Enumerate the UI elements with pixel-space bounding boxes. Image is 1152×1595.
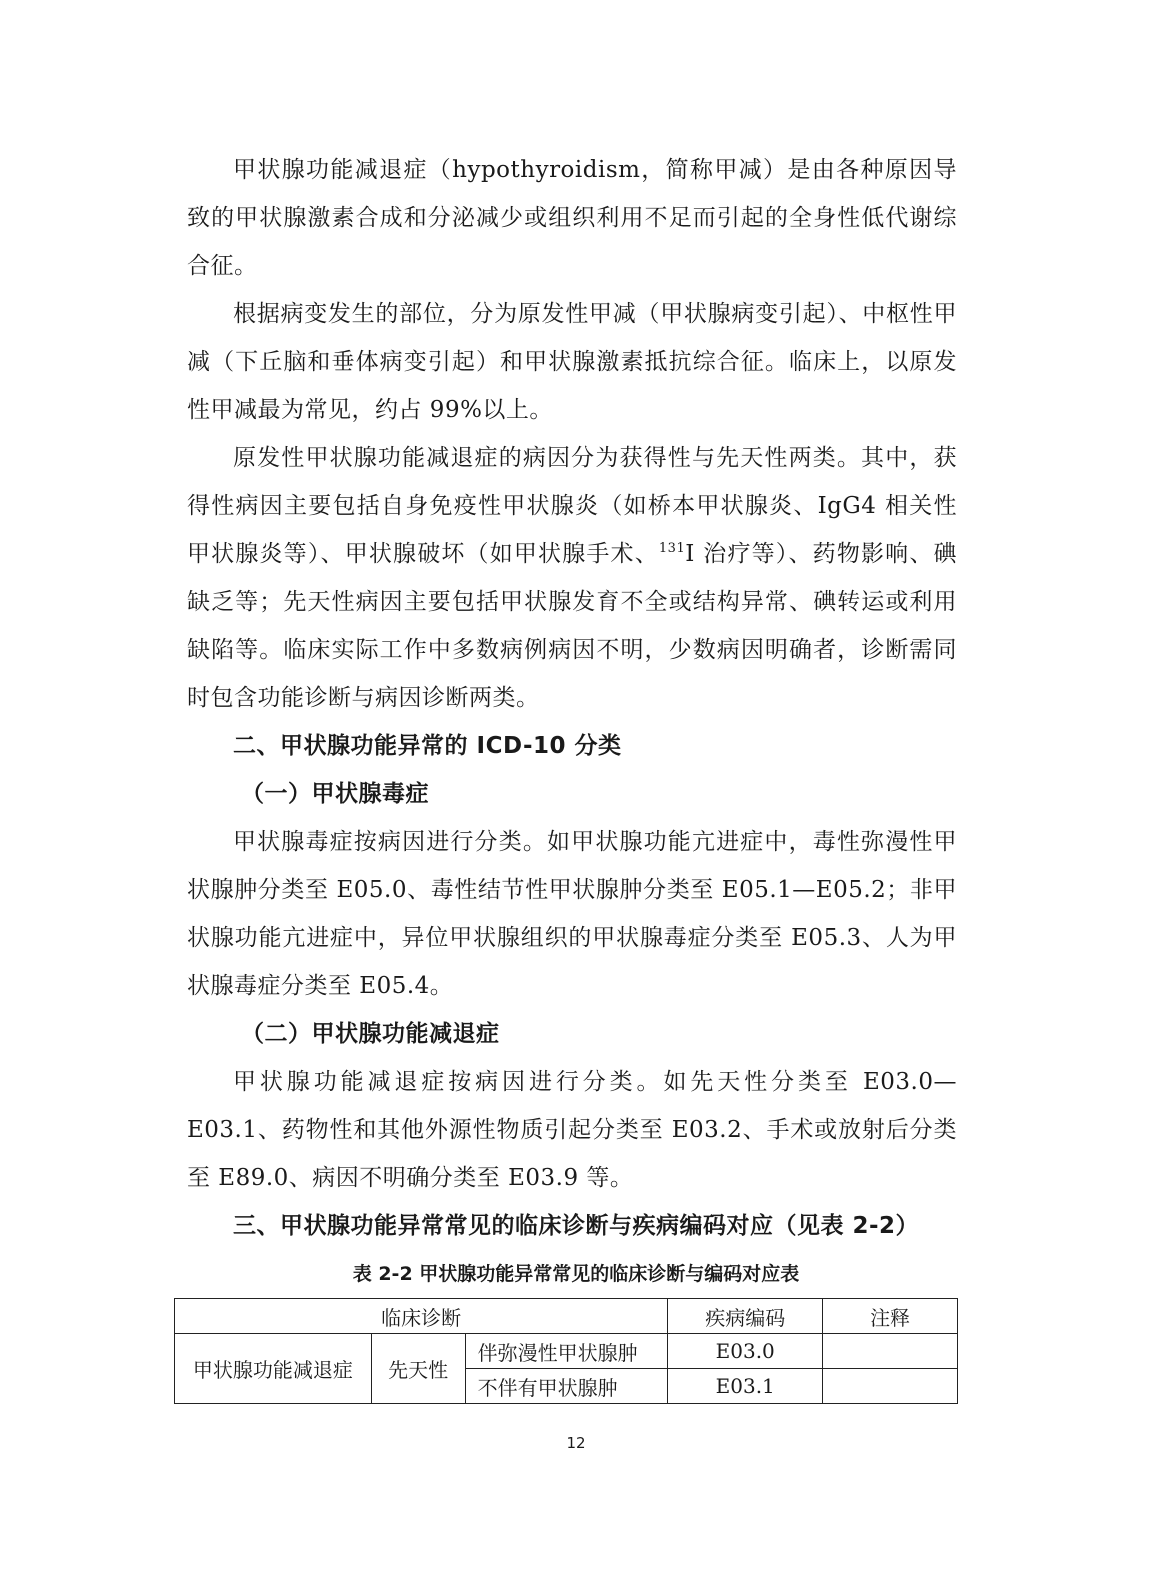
cell-description: 不伴有甲状腺肿	[465, 1369, 668, 1404]
page-number: 12	[566, 1434, 586, 1452]
paragraph-definition: 甲状腺功能减退症（hypothyroidism，简称甲减）是由各种原因导致的甲状腺激素合成和分泌减少或组织利用不足而引起的全身性低代谢综合征。	[187, 157, 957, 279]
cell-code: E03.1	[668, 1369, 823, 1404]
paragraph-thyrotoxicosis: 甲状腺毒症按病因进行分类。如甲状腺功能亢进症中，毒性弥漫性甲状腺肿分类至 E05.0、毒性结节性甲状腺肿分类至 E05.1—E05.2；非甲状腺功能亢进症中，异位甲状腺组织的甲状腺毒症分类至 E05.3、人为甲状腺毒症分类至 E05.4。	[187, 829, 957, 999]
cell-note	[823, 1334, 958, 1369]
header-code: 疾病编码	[668, 1299, 823, 1334]
header-note: 注释	[823, 1299, 958, 1334]
diagnosis-code-table	[174, 1298, 958, 1404]
paragraph-hypothyroidism: 甲状腺功能减退症按病因进行分类。如先天性分类至 E03.0—E03.1、药物性和其他外源性物质引起分类至 E03.2、手术或放射后分类至 E89.0、病因不明确分类至 E03.9 等。	[187, 1069, 957, 1191]
cell-description: 伴弥漫性甲状腺肿	[465, 1334, 668, 1369]
paragraph-etiology-part1: 原发性甲状腺功能减退症的病因分为获得性与先天性两类。其中，获得性病因主要包括自身免疫性甲状腺炎（如桥本甲状腺炎、IgG4 相关性甲状腺炎等）、甲状腺破坏（如甲状腺手术、	[187, 445, 957, 567]
cell-subgroup: 先天性	[371, 1334, 465, 1404]
paragraph-classification: 根据病变发生的部位，分为原发性甲减（甲状腺病变引起）、中枢性甲减（下丘脑和垂体病变引起）和甲状腺激素抵抗综合征。临床上，以原发性甲减最为常见，约占 99%以上。	[187, 301, 957, 423]
table-header-row	[175, 1299, 958, 1334]
cell-code: E03.0	[668, 1334, 823, 1369]
isotope-superscript: 131	[658, 541, 686, 556]
section-heading-icd10: 二、甲状腺功能异常的 ICD-10 分类	[233, 733, 622, 759]
table-row	[175, 1334, 958, 1369]
cell-group: 甲状腺功能减退症	[175, 1334, 372, 1404]
subsection-heading-thyrotoxicosis: （一）甲状腺毒症	[241, 781, 429, 807]
section-heading-mapping: 三、甲状腺功能异常常见的临床诊断与疾病编码对应（见表 2-2）	[233, 1213, 920, 1239]
subsection-heading-hypothyroidism: （二）甲状腺功能减退症	[241, 1021, 500, 1047]
paragraph-etiology	[187, 434, 957, 722]
paragraph-etiology-part2: I 治疗等）、药物影响、碘缺乏等；先天性病因主要包括甲状腺发育不全或结构异常、碘转运或利用缺陷等。临床实际工作中多数病例病因不明，少数病因明确者，诊断需同时包含功能诊断与病因诊断两类。	[187, 541, 957, 711]
header-diagnosis: 临床诊断	[175, 1299, 668, 1334]
table-caption: 表 2-2 甲状腺功能异常常见的临床诊断与编码对应表	[352, 1263, 800, 1285]
cell-note	[823, 1369, 958, 1404]
document-body	[187, 146, 957, 1250]
